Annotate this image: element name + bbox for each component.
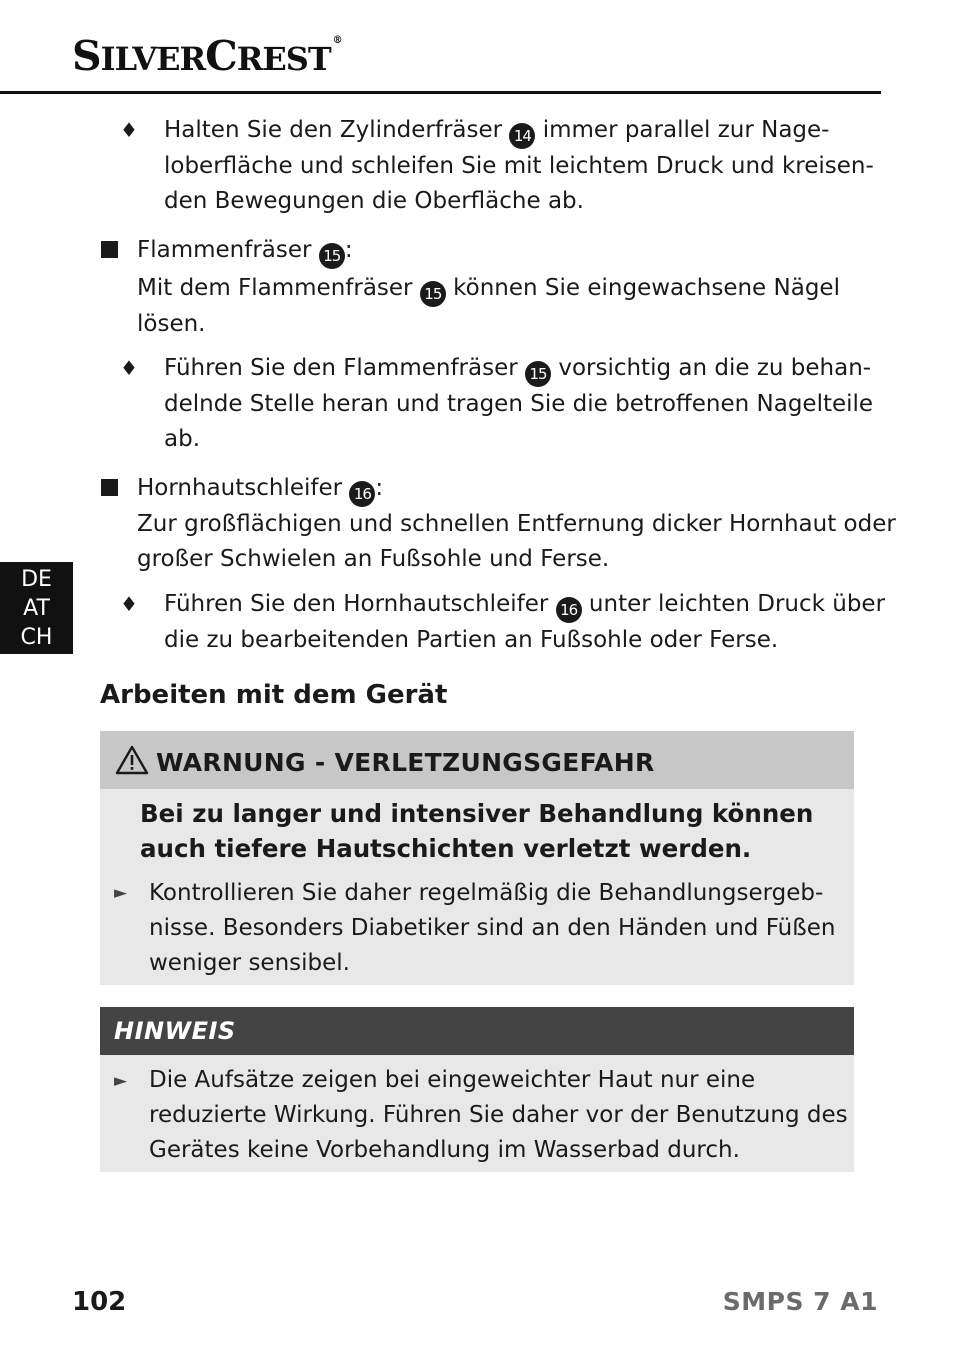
- warning-label: WARNUNG - VERLETZUNGSGEFAHR: [156, 748, 655, 777]
- note-instruction: Die Aufsätze zeigen bei eingeweichter Haut nur eine reduzierte Wirkung. Führen Sie daher vor der Benutzung des Gerätes keine Vorbehandlung im Wasserbad durch.: [149, 1067, 848, 1163]
- note-label: HINWEIS: [114, 1017, 236, 1045]
- warning-box: [100, 731, 854, 985]
- language-ch: CH: [20, 625, 53, 650]
- warning-header: [100, 731, 854, 789]
- page-number: 102: [72, 1287, 127, 1317]
- bullet-hornhautschleifer-usage: Führen Sie den Hornhautschleifer 16 unter leichten Druck über die zu bearbeitenden Partien an Fußsohle oder Ferse.: [164, 591, 886, 653]
- header-rule: [0, 91, 881, 94]
- bullet-flammenfraeser-usage: Führen Sie den Flammenfräser 15 vorsichtig an die zu behan- delnde Stelle heran und tragen Sie die betroffenen Nagelteile ab.: [164, 355, 874, 452]
- item-hornhautschleifer: Hornhautschleifer 16 : Zur großflächigen und schnellen Entfernung dicker Hornhaut oder großer Schwielen an Fußsohle und Ferse.: [137, 475, 896, 572]
- warning-instruction: Kontrollieren Sie daher regelmäßig die Behandlungsergeb- nisse. Besonders Diabetiker sind an den Händen und Füßen weniger sensibel.: [149, 880, 836, 976]
- note-box: [100, 1007, 854, 1172]
- part-number-badge: 15: [420, 281, 446, 307]
- language-de: DE: [21, 567, 52, 592]
- part-number-badge: 16: [349, 481, 375, 507]
- model-name: SMPS 7 A1: [722, 1287, 878, 1316]
- part-number-badge: 14: [509, 123, 535, 149]
- warning-bold-text: Bei zu langer und intensiver Behandlung können auch tiefere Hautschichten verletzt werden.: [140, 799, 814, 863]
- part-number-badge: 15: [525, 361, 551, 387]
- square-bullet-icon: [101, 479, 118, 496]
- brand-logo: SILVERCREST ®: [72, 32, 342, 80]
- arrow-bullet-icon: ►: [114, 1071, 128, 1091]
- language-at: AT: [23, 596, 50, 621]
- item-flammenfraeser: Flammenfräser 15 : Mit dem Flammenfräser 15 können Sie eingewachsene Nägel lösen.: [137, 237, 840, 337]
- language-tab: [0, 562, 73, 654]
- bullet-zylinderfraeser: Halten Sie den Zylinderfräser 14 immer parallel zur Nage- loberfläche und schleifen Sie mit leichtem Druck und kreisen- den Bewegungen die Oberfläche ab.: [164, 117, 874, 214]
- diamond-bullet-icon: ♦: [120, 118, 138, 142]
- note-header: [100, 1007, 854, 1055]
- section-title: Arbeiten mit dem Gerät: [100, 680, 448, 710]
- part-number-badge: 15: [319, 243, 345, 269]
- diamond-bullet-icon: ♦: [120, 592, 138, 616]
- square-bullet-icon: [101, 241, 118, 258]
- warning-triangle-icon: [114, 744, 150, 776]
- arrow-bullet-icon: ►: [114, 883, 128, 903]
- diamond-bullet-icon: ♦: [120, 356, 138, 380]
- part-number-badge: 16: [556, 597, 582, 623]
